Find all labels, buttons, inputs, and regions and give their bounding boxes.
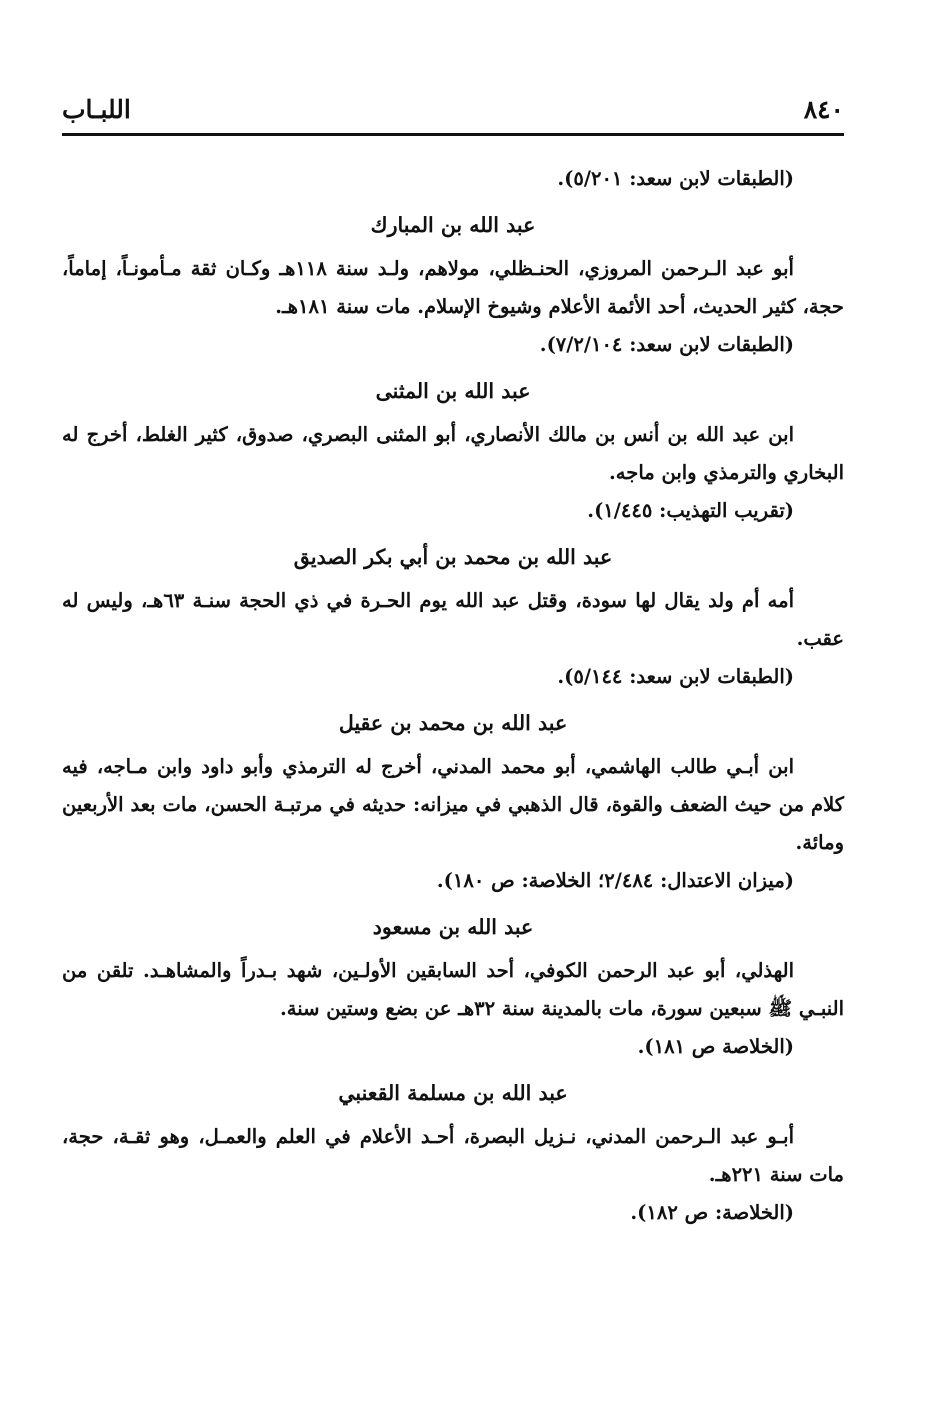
page-header <box>62 95 844 131</box>
entry-heading: عبد الله بن مسعود <box>372 915 534 939</box>
source-citation: (تقريب التهذيب: ١/٤٤٥). <box>587 499 794 522</box>
entry-heading: عبد الله بن محمد بن عقيل <box>338 711 568 735</box>
entry-heading: عبد الله بن مسلمة القعنبي <box>338 1081 568 1105</box>
entry-text: ابن أبـي طالب الهاشمي، أبو محمد المدني، أخرج له الترمذي وأبو داود وابن مـاجه، فيه كلام من حيث الضعف والقوة، قال الذهبي في ميزانه: حديثه في مرتبـة الحسن، مات بعد الأربعين ومائة. <box>62 755 844 854</box>
page-number: ٨٤٠ <box>803 95 844 124</box>
source-citation: (الطبقات لابن سعد: ٧/٢/١٠٤). <box>539 333 794 356</box>
entry-text: أبو عبد الـرحمن المروزي، الحنـظلي، مولاهم، ولـد سنة ١١٨هـ وكـان ثقة مـأمونـاً، إماماً، حجة، كثير الحديث، أحد الأئمة الأعلام وشيوخ الإسلام. مات سنة ١٨١هـ. <box>62 257 844 318</box>
entry-text: أبـو عبد الـرحمن المدني، نـزيل البصرة، أحـد الأعلام في العلم والعمـل، وهو ثقـة، حجة، مات سنة ٢٢١هـ. <box>62 1125 844 1186</box>
source-citation: (الخلاصة: ص ١٨٢). <box>630 1201 794 1224</box>
running-title: اللبـاب <box>62 95 131 124</box>
source-citation: (الخلاصة ص ١٨١). <box>637 1035 794 1058</box>
page-body <box>62 160 844 1240</box>
entry-text: الهذلي، أبو عبد الرحمن الكوفي، أحد السابقين الأولـين، شهد بـدراً والمشاهـد. تلقن من النبـي ﷺ سبعين سورة، مات بالمدينة سنة ٣٢هـ عن بضع وستين سنة. <box>62 959 844 1020</box>
source-citation: (الطبقات لابن سعد: ٥/١٤٤). <box>557 665 794 688</box>
entry-text: ابن عبد الله بن أنس بن مالك الأنصاري، أبو المثنى البصري، صدوق، كثير الغلط، أخرج له البخاري والترمذي وابن ماجه. <box>62 423 844 484</box>
entry-heading: عبد الله بن المثنى <box>375 379 531 403</box>
entry-heading: عبد الله بن محمد بن أبي بكر الصديق <box>293 545 613 569</box>
entry-heading: عبد الله بن المبارك <box>370 213 536 237</box>
entry-text: أمه أم ولد يقال لها سودة، وقتل عبد الله يوم الحـرة في ذي الحجة سنـة ٦٣هـ، وليس له عقب. <box>62 589 844 650</box>
source-citation: (الطبقات لابن سعد: ٥/٢٠١). <box>557 167 794 190</box>
header-rule <box>62 133 844 136</box>
source-citation: (ميزان الاعتدال: ٢/٤٨٤؛ الخلاصة: ص ١٨٠). <box>436 869 794 892</box>
